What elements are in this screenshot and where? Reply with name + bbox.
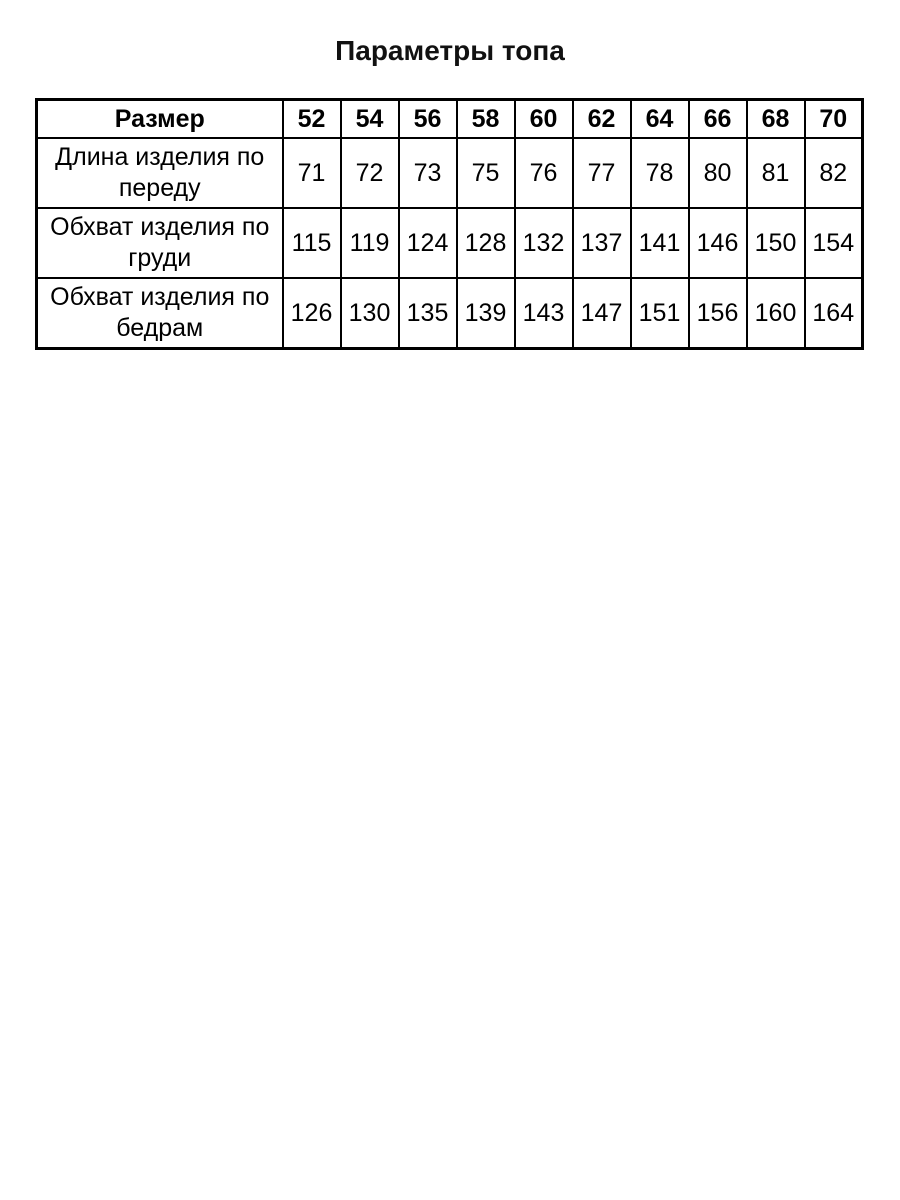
value-cell: 151	[631, 278, 689, 349]
header-size-label: Размер	[37, 99, 283, 138]
header-size-cell: 64	[631, 99, 689, 138]
value-cell: 76	[515, 138, 573, 208]
value-cell: 71	[283, 138, 341, 208]
value-cell: 81	[747, 138, 805, 208]
value-cell: 119	[341, 208, 399, 278]
header-size-cell: 68	[747, 99, 805, 138]
value-cell: 143	[515, 278, 573, 349]
value-cell: 132	[515, 208, 573, 278]
row-label: Обхват изделия по бедрам	[37, 278, 283, 349]
value-cell: 164	[805, 278, 863, 349]
header-size-cell: 70	[805, 99, 863, 138]
size-chart-table	[35, 98, 864, 350]
header-size-cell: 60	[515, 99, 573, 138]
value-cell: 115	[283, 208, 341, 278]
value-cell: 77	[573, 138, 631, 208]
value-cell: 146	[689, 208, 747, 278]
header-size-cell: 66	[689, 99, 747, 138]
value-cell: 135	[399, 278, 457, 349]
table-row-bust-girth	[37, 208, 863, 278]
value-cell: 72	[341, 138, 399, 208]
value-cell: 82	[805, 138, 863, 208]
header-size-cell: 54	[341, 99, 399, 138]
value-cell: 128	[457, 208, 515, 278]
table-row-hip-girth	[37, 278, 863, 349]
value-cell: 124	[399, 208, 457, 278]
value-cell: 80	[689, 138, 747, 208]
value-cell: 78	[631, 138, 689, 208]
value-cell: 160	[747, 278, 805, 349]
header-size-cell: 62	[573, 99, 631, 138]
value-cell: 73	[399, 138, 457, 208]
value-cell: 147	[573, 278, 631, 349]
value-cell: 137	[573, 208, 631, 278]
table-row-front-length	[37, 138, 863, 208]
value-cell: 126	[283, 278, 341, 349]
table-header-row	[37, 99, 863, 138]
value-cell: 130	[341, 278, 399, 349]
value-cell: 141	[631, 208, 689, 278]
row-label: Длина изделия по переду	[37, 138, 283, 208]
row-label: Обхват изделия по груди	[37, 208, 283, 278]
header-size-cell: 52	[283, 99, 341, 138]
value-cell: 150	[747, 208, 805, 278]
value-cell: 139	[457, 278, 515, 349]
value-cell: 156	[689, 278, 747, 349]
header-size-cell: 56	[399, 99, 457, 138]
value-cell: 154	[805, 208, 863, 278]
page-title: Параметры топа	[335, 35, 565, 66]
header-size-cell: 58	[457, 99, 515, 138]
value-cell: 75	[457, 138, 515, 208]
